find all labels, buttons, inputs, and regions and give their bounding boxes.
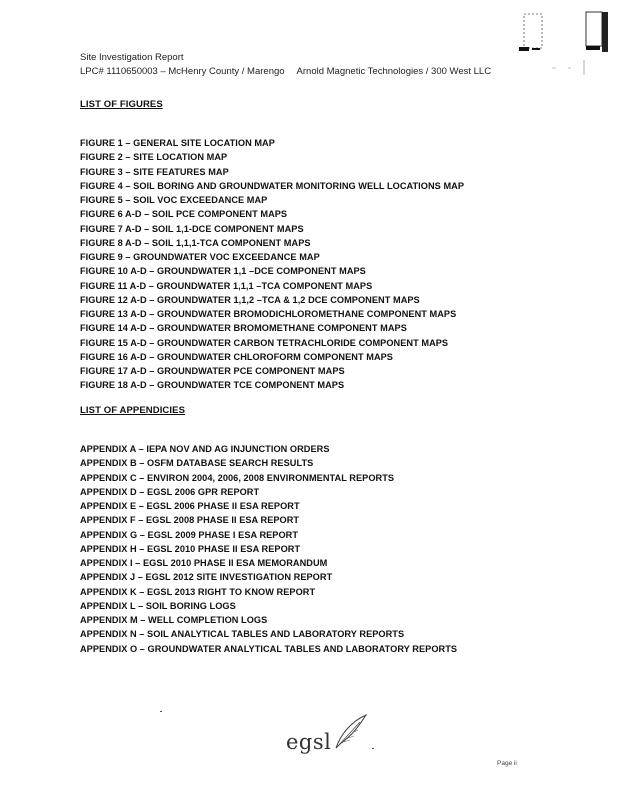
figure-list-item: FIGURE 3 – SITE FEATURES MAP bbox=[80, 166, 229, 177]
figure-list-item: FIGURE 14 A-D – GROUNDWATER BROMOMETHANE COMPONENT MAPS bbox=[80, 323, 407, 334]
header-report-title: Site Investigation Report bbox=[80, 52, 184, 63]
header-project-line bbox=[80, 66, 491, 77]
figures-heading: LIST OF FIGURES bbox=[80, 99, 163, 110]
logo-feather-icon bbox=[330, 712, 370, 752]
appendix-list-item: APPENDIX I – EGSL 2010 PHASE II ESA MEMORANDUM bbox=[80, 558, 328, 568]
appendix-list-item: APPENDIX G – EGSL 2009 PHASE I ESA REPORT bbox=[80, 529, 299, 540]
egsl-logo bbox=[286, 712, 376, 758]
figure-list-item: FIGURE 4 – SOIL BORING AND GROUNDWATER MONITORING WELL LOCATIONS MAP bbox=[80, 180, 465, 191]
figure-list-item: FIGURE 7 A-D – SOIL 1,1-DCE COMPONENT MAPS bbox=[80, 223, 304, 234]
figure-list-item: FIGURE 16 A-D – GROUNDWATER CHLOROFORM COMPONENT MAPS bbox=[80, 351, 393, 362]
figure-list-item: FIGURE 10 A-D – GROUNDWATER 1,1 –DCE COMPONENT MAPS bbox=[80, 266, 366, 277]
figure-list-item: FIGURE 8 A-D – SOIL 1,1,1-TCA COMPONENT MAPS bbox=[80, 237, 311, 248]
figure-list-item: FIGURE 5 – SOIL VOC EXCEEDANCE MAP bbox=[80, 195, 268, 205]
appendix-list-item: APPENDIX N – SOIL ANALYTICAL TABLES AND LABORATORY REPORTS bbox=[80, 629, 405, 640]
figure-list-item: FIGURE 11 A-D – GROUNDWATER 1,1,1 –TCA COMPONENT MAPS bbox=[80, 280, 373, 291]
appendix-list-item: APPENDIX M – WELL COMPLETION LOGS bbox=[80, 615, 268, 625]
figure-list-item: FIGURE 1 – GENERAL SITE LOCATION MAP bbox=[80, 138, 275, 148]
logo-wordmark: egsl bbox=[286, 730, 332, 754]
scan-speck bbox=[160, 711, 162, 712]
figure-list-item: FIGURE 9 – GROUNDWATER VOC EXCEEDANCE MAP bbox=[80, 252, 320, 262]
appendices-heading: LIST OF APPENDICIES bbox=[80, 405, 186, 416]
appendix-list-item: APPENDIX K – EGSL 2013 RIGHT TO KNOW REPORT bbox=[80, 586, 316, 597]
appendices-list bbox=[80, 442, 457, 656]
header-company: Arnold Magnetic Technologies / 300 West LLC bbox=[296, 66, 492, 77]
figure-list-item: FIGURE 18 A-D – GROUNDWATER TCE COMPONENT MAPS bbox=[80, 380, 345, 391]
figures-list bbox=[80, 136, 464, 393]
appendix-list-item: APPENDIX J – EGSL 2012 SITE INVESTIGATION REPORT bbox=[80, 572, 333, 583]
figure-list-item: FIGURE 15 A-D – GROUNDWATER CARBON TETRACHLORIDE COMPONENT MAPS bbox=[80, 337, 449, 348]
appendix-list-item: APPENDIX L – SOIL BORING LOGS bbox=[80, 600, 236, 611]
appendix-list-item: APPENDIX C – ENVIRON 2004, 2006, 2008 ENVIRONMENTAL REPORTS bbox=[80, 472, 395, 483]
header-lpc-number: LPC# 1110650003 – McHenry County / Marengo bbox=[80, 66, 285, 77]
scan-artifact-marks bbox=[498, 0, 618, 80]
appendix-list-item: APPENDIX B – OSFM DATABASE SEARCH RESULTS bbox=[80, 458, 314, 469]
appendix-list-item: APPENDIX O – GROUNDWATER ANALYTICAL TABLES AND LABORATORY REPORTS bbox=[80, 643, 458, 654]
figure-list-item: FIGURE 17 A-D – GROUNDWATER PCE COMPONENT MAPS bbox=[80, 366, 345, 376]
appendix-list-item: APPENDIX D – EGSL 2006 GPR REPORT bbox=[80, 486, 260, 497]
page-number: Page ii bbox=[497, 760, 517, 767]
figure-list-item: FIGURE 2 – SITE LOCATION MAP bbox=[80, 152, 228, 163]
figure-list-item: FIGURE 6 A-D – SOIL PCE COMPONENT MAPS bbox=[80, 209, 288, 220]
figure-list-item: FIGURE 12 A-D – GROUNDWATER 1,1,2 –TCA & 1,2 DCE COMPONENT MAPS bbox=[80, 294, 420, 305]
appendix-list-item: APPENDIX F – EGSL 2008 PHASE II ESA REPORT bbox=[80, 515, 300, 526]
appendix-list-item: APPENDIX A – IEPA NOV AND AG INJUNCTION ORDERS bbox=[80, 444, 330, 454]
appendix-list-item: APPENDIX H – EGSL 2010 PHASE II ESA REPORT bbox=[80, 543, 301, 554]
figure-list-item: FIGURE 13 A-D – GROUNDWATER BROMODICHLOROMETHANE COMPONENT MAPS bbox=[80, 309, 457, 319]
appendix-list-item: APPENDIX E – EGSL 2006 PHASE II ESA REPORT bbox=[80, 501, 300, 511]
